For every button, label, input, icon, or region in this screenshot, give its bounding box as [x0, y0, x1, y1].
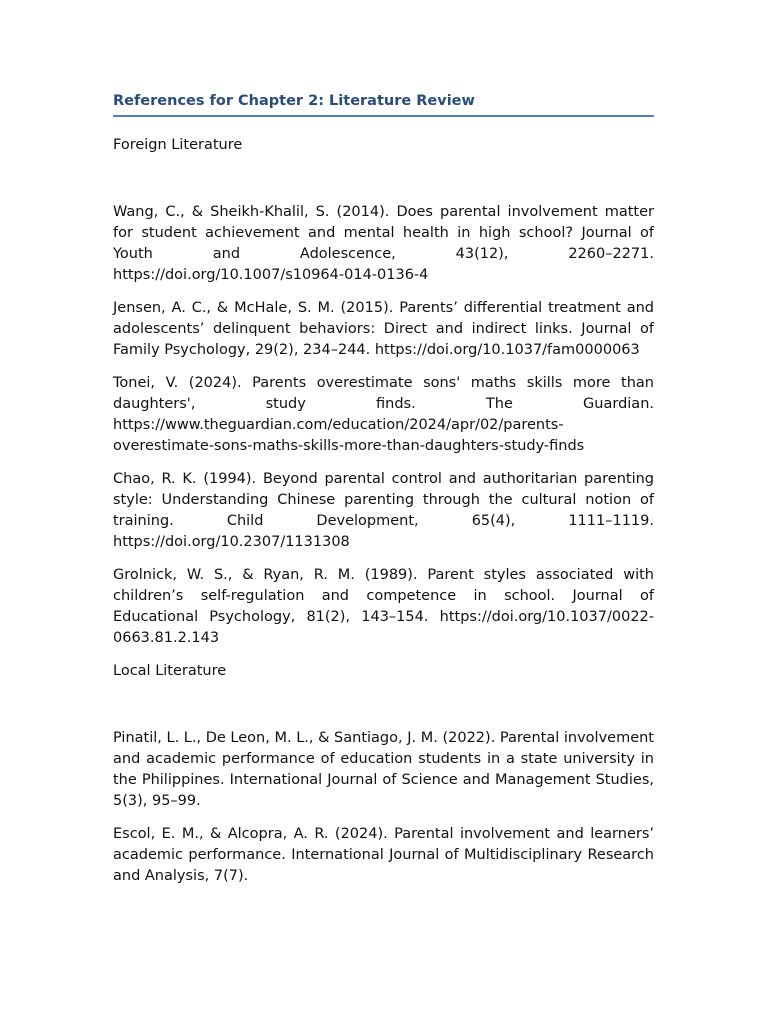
section-heading-local-literature: Local Literature	[113, 663, 227, 679]
reference-entry: Grolnick, W. S., & Ryan, R. M. (1989). Parent styles associated with children’s self-regulation and competence in school. Journal of Educational Psychology, 81(2), 143–154. https://doi.org/10.1037/0022-0663.81.2.143	[113, 567, 654, 646]
foreign-reference-list	[113, 202, 654, 649]
reference-entry: Chao, R. K. (1994). Beyond parental control and authoritarian parenting style: Understanding Chinese parenting through the cultural notion of training. Child Development, 65(4), 1111–1119. https://doi.org/10.2307/1131308	[113, 471, 654, 550]
reference-entry: Tonei, V. (2024). Parents overestimate sons' maths skills more than daughters', study finds. The Guardian. https://www.theguardian.com/education/2024/apr/02/parents-overestimate-sons-maths-skills-more-than-daughters-study-finds	[113, 375, 654, 454]
reference-entry: Wang, C., & Sheikh-Khalil, S. (2014). Does parental involvement matter for student achievement and mental health in high school? Journal of Youth and Adolescence, 43(12), 2260–2271. https://doi.org/10.1007/s10964-014-0136-4	[113, 204, 654, 283]
section-heading-foreign-literature: Foreign Literature	[113, 137, 243, 153]
document-page	[113, 88, 654, 899]
reference-entry: Escol, E. M., & Alcopra, A. R. (2024). Parental involvement and learners’ academic performance. International Journal of Multidisciplinary Research and Analysis, 7(7).	[113, 826, 654, 884]
reference-entry: Pinatil, L. L., De Leon, M. L., & Santiago, J. M. (2022). Parental involvement and academic performance of education students in a state university in the Philippines. International Journal of Science and Management Studies, 5(3), 95–99.	[113, 730, 654, 809]
reference-entry: Jensen, A. C., & McHale, S. M. (2015). Parents’ differential treatment and adolescents’ delinquent behaviors: Direct and indirect links. Journal of Family Psychology, 29(2), 234–244. https://doi.org/10.1037/fam0000063	[113, 300, 654, 358]
document-title: References for Chapter 2: Literature Review	[113, 88, 654, 117]
local-reference-list	[113, 728, 654, 887]
